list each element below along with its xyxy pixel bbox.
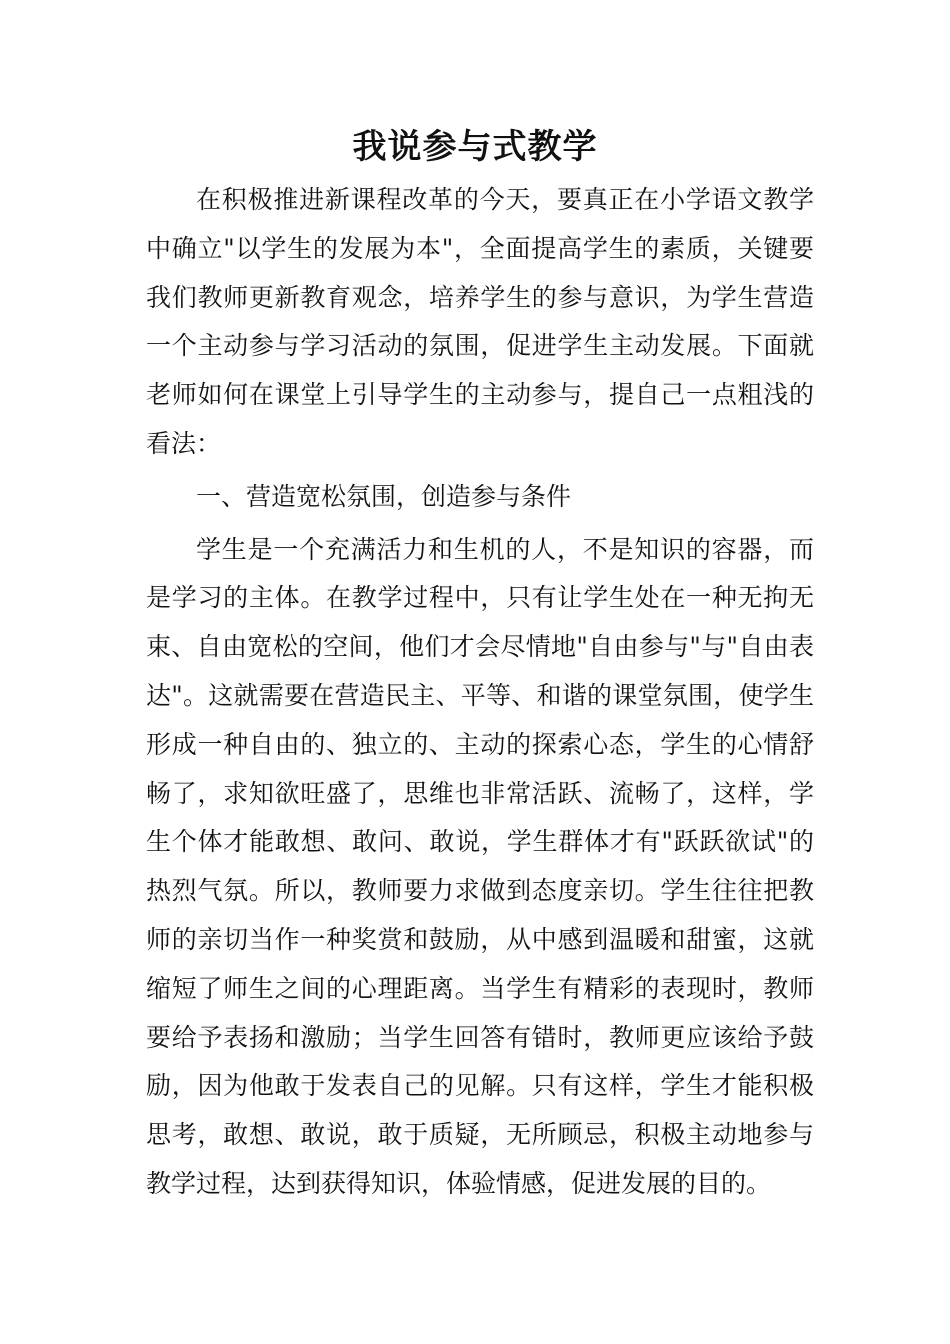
intro-paragraph: 在积极推进新课程改革的今天，要真正在小学语文教学中确立"以学生的发展为本"，全面提高学生的素质，关键要我们教师更新教育观念，培养学生的参与意识，为学生营造一个主动参与学习活动的氛围，促进学生主动发展。下面就老师如何在课堂上引导学生的主动参与，提自己一点粗浅的看法： <box>146 185 814 458</box>
section-paragraph: 学生是一个充满活力和生机的人，不是知识的容器，而是学习的主体。在教学过程中，只有让学生处在一种无拘无束、自由宽松的空间，他们才会尽情地"自由参与"与"自由表达"。这就需要在营造民主、平等、和谐的课堂氛围，使学生形成一种自由的、独立的、主动的探索心态，学生的心情舒畅了，求知欲旺盛了，思维也非常活跃、流畅了，这样，学生个体才能敢想、敢问、敢说，学生群体才有"跃跃欲试"的热烈气氛。所以，教师要力求做到态度亲切。学生往往把教师的亲切当作一种奖赏和鼓励，从中感到温暖和甜蜜，这就缩短了师生之间的心理距离。当学生有精彩的表现时，教师要给予表扬和激励；当学生回答有错时，教师更应该给予鼓励，因为他敢于发表自己的见解。只有这样，学生才能积极思考，敢想、敢说，敢于质疑，无所顾忌，积极主动地参与教学过程，达到获得知识，体验情感，促进发展的目的。 <box>146 534 814 1198</box>
document-body <box>146 176 814 1209</box>
document-title: 我说参与式教学 <box>352 127 598 167</box>
section-heading: 一、营造宽松氛围，创造参与条件 <box>196 481 572 511</box>
